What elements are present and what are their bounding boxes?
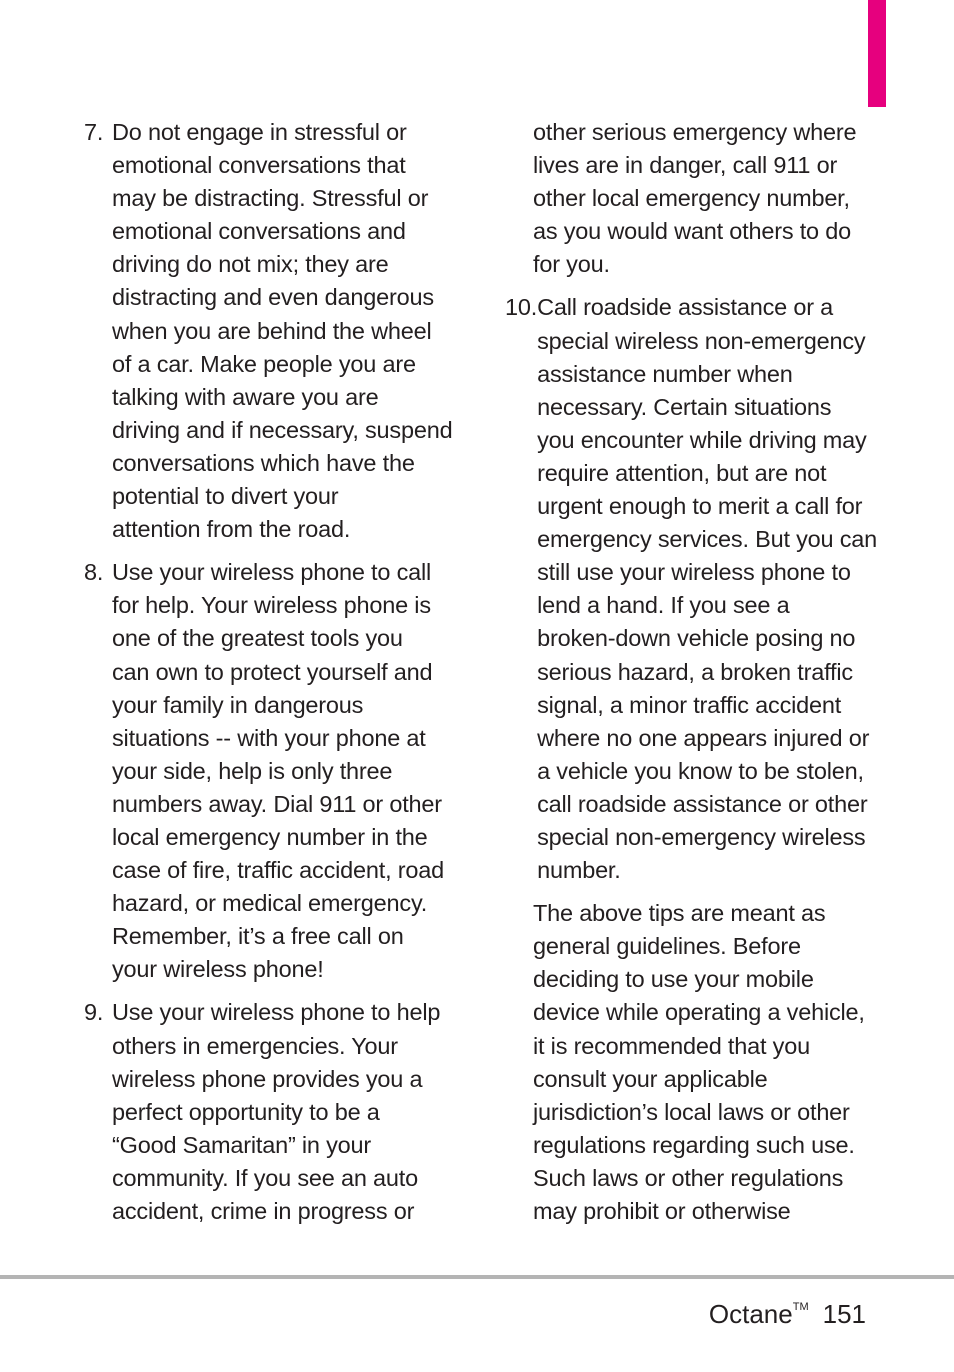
text-line: device while operating a vehicle,: [533, 999, 865, 1026]
item-text: [112, 556, 454, 986]
text-line: necessary. Certain situations: [537, 393, 832, 420]
product-name: Octane: [708, 1299, 793, 1329]
text-line: Such laws or other regulations: [533, 1164, 844, 1191]
text-line: consult your applicable: [533, 1065, 768, 1092]
text-line: for you.: [533, 251, 610, 278]
item-9-continuation: [505, 116, 877, 281]
text-line: emotional conversations that: [112, 152, 406, 179]
text-line: numbers away. Dial 911 or other: [112, 790, 442, 817]
text-line: perfect opportunity to be a: [112, 1098, 380, 1125]
text-line: signal, a minor traffic accident: [537, 691, 842, 718]
text-line: potential to divert your: [112, 483, 339, 510]
text-line: emotional conversations and: [112, 218, 406, 245]
text-line: still use your wireless phone to: [537, 559, 851, 586]
list-item-8: [84, 556, 454, 986]
page-number: 151: [822, 1299, 866, 1329]
text-line: serious hazard, a broken traffic: [537, 658, 853, 685]
text-line: a vehicle you know to be stolen,: [537, 757, 864, 784]
text-line: broken-down vehicle posing no: [537, 625, 856, 652]
text-line: urgent enough to merit a call for: [537, 493, 863, 520]
item-number: 10.: [505, 294, 538, 321]
text-line: when you are behind the wheel: [112, 317, 432, 344]
text-line: may prohibit or otherwise: [533, 1198, 791, 1224]
text-line: you encounter while driving may: [537, 426, 867, 453]
text-line: hazard, or medical emergency.: [112, 890, 428, 917]
text-line: special wireless non-emergency: [537, 327, 866, 354]
text-line: number.: [537, 857, 621, 884]
text-line: driving do not mix; they are: [112, 251, 389, 278]
text-line: special non-emergency wireless: [537, 823, 866, 850]
text-line: for help. Your wireless phone is: [112, 592, 431, 619]
text-line: situations -- with your phone at: [112, 724, 426, 751]
right-column: [505, 116, 877, 1228]
text-line: local emergency number in the: [112, 823, 428, 850]
text-line: Use your wireless phone to help: [112, 999, 441, 1026]
page-footer: [709, 1290, 866, 1331]
text-line: it is recommended that you: [533, 1032, 810, 1059]
item-text: [537, 291, 877, 887]
text-line: of a car. Make people you are: [112, 350, 416, 377]
footer-divider: [0, 1275, 954, 1279]
text-line: other serious emergency where: [533, 119, 857, 145]
text-line: wireless phone provides you a: [112, 1065, 423, 1092]
text-line: deciding to use your mobile: [533, 966, 814, 993]
text-line: regulations regarding such use.: [533, 1131, 855, 1158]
closing-paragraph: [505, 897, 877, 1228]
text-line: “Good Samaritan” in your: [112, 1131, 372, 1158]
text-line: Call roadside assistance or a: [537, 294, 834, 321]
left-column: [84, 116, 454, 1238]
text-line: emergency services. But you can: [537, 526, 878, 553]
text-line: Remember, it’s a free call on: [112, 923, 404, 950]
item-text: [112, 116, 454, 546]
text-line: your side, help is only three: [112, 757, 393, 784]
text-line: other local emergency number,: [533, 185, 850, 212]
list-item-9: [84, 996, 454, 1228]
text-line: where no one appears injured or: [537, 724, 870, 751]
list-item-10: [505, 291, 877, 887]
text-line: can own to protect yourself and: [112, 658, 433, 685]
text-line: lives are in danger, call 911 or: [533, 152, 838, 179]
text-line: others in emergencies. Your: [112, 1032, 398, 1059]
item-number: 9.: [84, 999, 104, 1026]
text-line: as you would want others to do: [533, 218, 851, 245]
item-number: 7.: [84, 119, 104, 145]
text-line: your family in dangerous: [112, 691, 364, 718]
text-line: general guidelines. Before: [533, 933, 801, 960]
text-line: lend a hand. If you see a: [537, 592, 790, 619]
text-line: require attention, but are not: [537, 459, 827, 486]
text-line: jurisdiction’s local laws or other: [533, 1098, 850, 1125]
text-line: conversations which have the: [112, 449, 415, 476]
text-line: Use your wireless phone to call: [112, 559, 432, 586]
text-line: one of the greatest tools you: [112, 625, 403, 652]
text-line: driving and if necessary, suspend: [112, 416, 453, 443]
text-line: may be distracting. Stressful or: [112, 185, 429, 212]
trademark-mark: TM: [792, 1301, 809, 1313]
text-line: Do not engage in stressful or: [112, 119, 407, 145]
list-item-7: [84, 116, 454, 546]
text-line: community. If you see an auto: [112, 1164, 418, 1191]
item-text: [112, 996, 454, 1228]
text-line: assistance number when: [537, 360, 793, 387]
text-line: call roadside assistance or other: [537, 790, 868, 817]
text-line: accident, crime in progress or: [112, 1198, 415, 1224]
text-line: attention from the road.: [112, 516, 351, 543]
item-number: 8.: [84, 559, 104, 586]
text-line: your wireless phone!: [112, 956, 324, 983]
text-line: The above tips are meant as: [533, 900, 826, 927]
text-line: talking with aware you are: [112, 383, 379, 410]
text-line: case of fire, traffic accident, road: [112, 857, 444, 884]
section-tab-marker: [868, 0, 886, 107]
text-line: distracting and even dangerous: [112, 284, 434, 311]
